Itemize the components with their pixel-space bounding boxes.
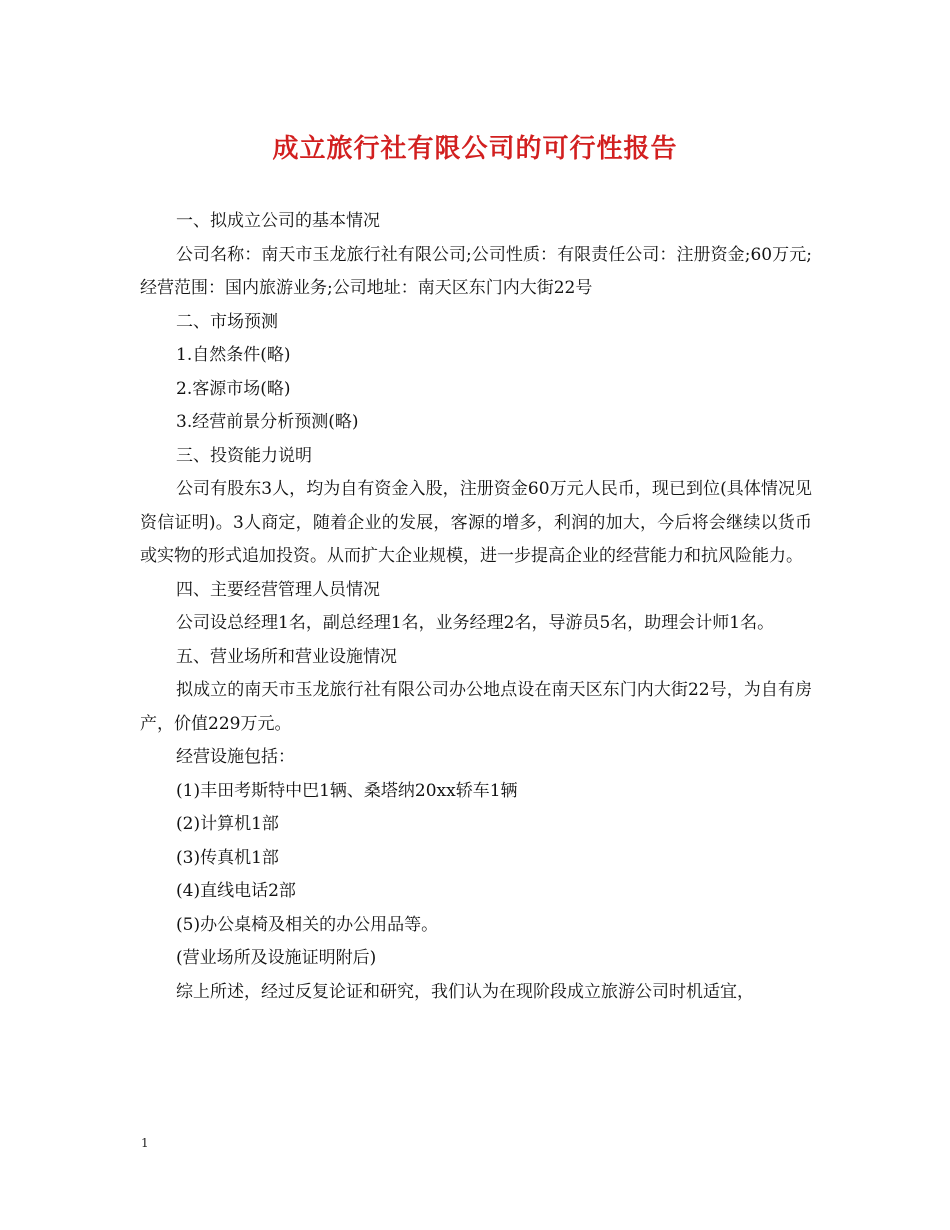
paragraph: 五、营业场所和营业设施情况	[176, 646, 397, 667]
paragraph: (3)传真机1部	[176, 847, 279, 868]
document-title: 成立旅行社有限公司的可行性报告	[272, 134, 678, 164]
paragraph: 2.客源市场(略)	[176, 378, 291, 399]
paragraph: 经营设施包括：	[176, 747, 295, 767]
paragraph: 综上所述，经过反复论证和研究，我们认为在现阶段成立旅游公司时机适宜，	[176, 981, 754, 1002]
paragraph: (4)直线电话2部	[176, 881, 296, 901]
paragraph: (2)计算机1部	[176, 814, 279, 834]
paragraph: (营业场所及设施证明附后)	[176, 948, 377, 968]
paragraph: (5)办公桌椅及相关的办公用品等。	[176, 914, 439, 935]
document-body	[140, 205, 812, 1009]
paragraph: 公司设总经理1名，副总经理1名，业务经理2名，导游员5名，助理会计师1名。	[176, 613, 775, 633]
paragraph: 二、市场预测	[176, 311, 278, 332]
paragraph: 四、主要经营管理人员情况	[176, 579, 380, 600]
paragraph: 一、拟成立公司的基本情况	[176, 211, 380, 231]
paragraph: (1)丰田考斯特中巴1辆、桑塔纳20xx轿车1辆	[176, 780, 518, 801]
paragraph: 公司名称：南天市玉龙旅行社有限公司;公司性质：有限责任公司：注册资金;60万元;经营范围：国内旅游业务;公司地址：南天区东门内大街22号	[140, 244, 812, 298]
paragraph: 拟成立的南天市玉龙旅行社有限公司办公地点设在南天区东门内大街22号，为自有房产，价值229万元。	[140, 680, 812, 734]
paragraph: 三、投资能力说明	[176, 445, 312, 466]
paragraph: 3.经营前景分析预测(略)	[176, 412, 359, 432]
page-number: 1	[141, 1136, 149, 1150]
paragraph: 公司有股东3人，均为自有资金入股，注册资金60万元人民币，现已到位(具体情况见资信证明)。3人商定，随着企业的发展，客源的增多，利润的加大，今后将会继续以货币或实物的形式追加投资。从而扩大企业规模，进一步提高企业的经营能力和抗风险能力。	[140, 479, 812, 566]
paragraph: 1.自然条件(略)	[176, 345, 291, 365]
